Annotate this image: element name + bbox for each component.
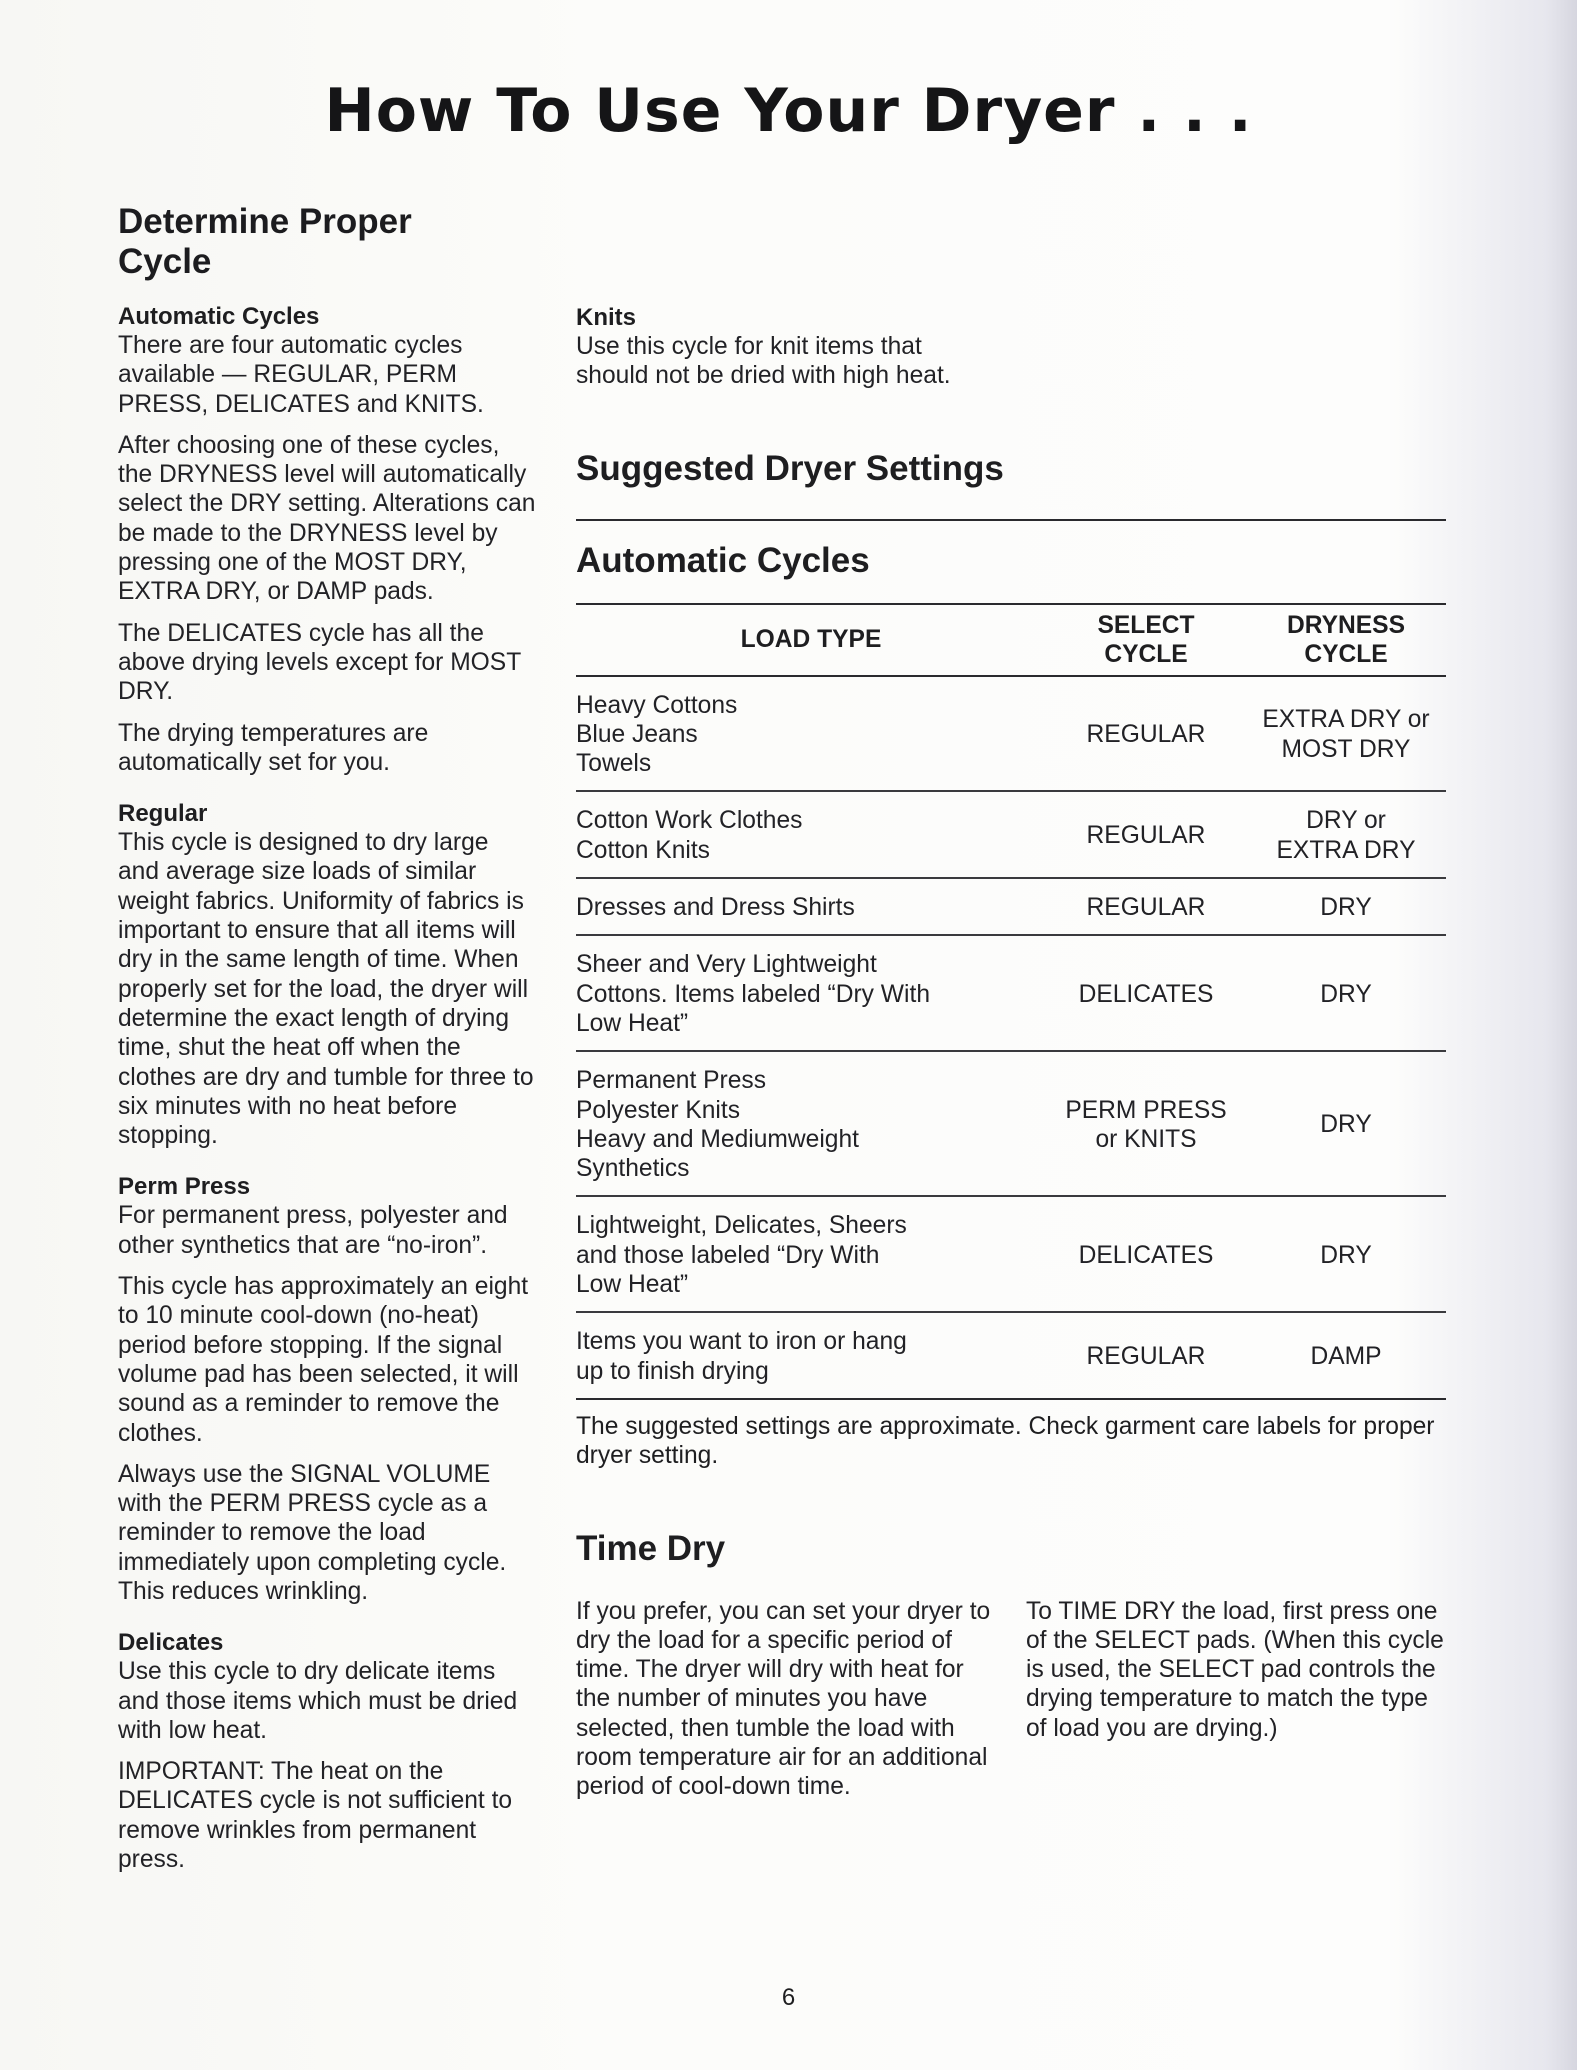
- cell-text: DRY: [1320, 980, 1372, 1008]
- paragraph: There are four automatic cycles available — REGULAR, PERM PRESS, DELICATES and KNITS.: [118, 332, 484, 418]
- paragraph: Use this cycle to dry delicate items and those items which must be dried with low heat.: [118, 1658, 518, 1744]
- cell-text: Synthetics: [576, 1155, 690, 1183]
- table-header-row: [576, 604, 1446, 676]
- load-type-cell: [576, 676, 1046, 792]
- table-row: [576, 1051, 1446, 1196]
- select-cycle-cell: [1046, 1312, 1246, 1399]
- dryness-cell: [1246, 676, 1446, 792]
- heading-line: Determine Proper: [118, 202, 412, 241]
- cell-text: Cotton Knits: [576, 836, 710, 864]
- determine-cycle-heading: [118, 202, 536, 282]
- select-cycle-cell: [1046, 676, 1246, 792]
- page-title: How To Use Your Dryer . . .: [324, 76, 1253, 146]
- dryness-cell: [1246, 1196, 1446, 1312]
- cell-text: Low Heat”: [576, 1009, 689, 1037]
- divider: [576, 519, 1446, 521]
- cell-text: Cotton Work Clothes: [576, 807, 803, 835]
- cell-text: MOST DRY: [1281, 735, 1411, 763]
- cell-text: Low Heat”: [576, 1271, 689, 1299]
- knits-section: [576, 303, 996, 391]
- delicates-subheading: Delicates: [118, 1629, 224, 1657]
- cell-text: Permanent Press: [576, 1067, 767, 1095]
- regular-subheading: Regular: [118, 800, 208, 828]
- select-cycle-cell: [1046, 1196, 1246, 1312]
- paragraph: The DELICATES cycle has all the above drying levels except for MOST DRY.: [118, 619, 521, 706]
- dryness-cell: [1246, 791, 1446, 878]
- perm-press-subheading: Perm Press: [118, 1173, 251, 1201]
- header-label: SELECT: [1097, 611, 1195, 639]
- select-cycle-cell: [1046, 791, 1246, 878]
- table-row: [576, 1312, 1446, 1399]
- settings-note: The suggested settings are approximate. Check garment care labels for proper dryer setting.: [576, 1412, 1435, 1470]
- cell-text: Heavy and Mediumweight: [576, 1125, 859, 1153]
- cell-text: Cottons. Items labeled “Dry With: [576, 980, 930, 1008]
- page-number: 6: [781, 1984, 796, 2011]
- table-row: [576, 1196, 1446, 1312]
- cell-text: Lightweight, Delicates, Sheers: [576, 1212, 907, 1240]
- heading-line: Cycle: [118, 242, 212, 281]
- table-row: [576, 935, 1446, 1051]
- cell-text: and those labeled “Dry With: [576, 1241, 880, 1269]
- left-column: [118, 202, 536, 1886]
- header-label: CYCLE: [1304, 640, 1388, 668]
- column-header-load-type: [576, 604, 1046, 676]
- paragraph: After choosing one of these cycles, the DRYNESS level will automatically select the DRY setting. Alterations can be made to the DRYNESS level by pressing one of the MOST DRY, EXTRA DRY, or DAMP pads.: [118, 431, 536, 606]
- cell-text: DAMP: [1310, 1342, 1382, 1370]
- cell-text: Sheer and Very Lightweight: [576, 951, 877, 979]
- cell-text: REGULAR: [1086, 720, 1206, 748]
- table-row: [576, 791, 1446, 878]
- cell-text: or KNITS: [1095, 1125, 1197, 1153]
- automatic-cycles-subheading: Automatic Cycles: [118, 303, 320, 330]
- dryness-cell: [1246, 1051, 1446, 1196]
- automatic-cycles-heading: Automatic Cycles: [576, 540, 870, 580]
- cell-text: REGULAR: [1086, 894, 1206, 922]
- cell-text: EXTRA DRY or: [1262, 706, 1430, 734]
- paragraph: This cycle has approximately an eight to 10 minute cool-down (no-heat) period before stopping. If the signal volume pad has been selected, it will sound as a reminder to remove the clothes.: [118, 1273, 529, 1447]
- cell-text: EXTRA DRY: [1276, 836, 1416, 864]
- cell-text: DELICATES: [1078, 1241, 1214, 1269]
- column-header-dryness-cycle: [1246, 604, 1446, 676]
- cell-text: DRY: [1320, 894, 1372, 922]
- cell-text: Towels: [576, 750, 652, 778]
- paragraph: Use this cycle for knit items that should not be dried with high heat.: [576, 333, 951, 390]
- cell-text: DRY or: [1306, 807, 1386, 835]
- cell-text: DELICATES: [1078, 980, 1214, 1008]
- suggested-settings-heading: Suggested Dryer Settings: [576, 448, 1004, 488]
- cell-text: DRY: [1320, 1111, 1372, 1139]
- paragraph: This cycle is designed to dry large and average size loads of similar weight fabrics. Uniformity of fabrics is important to ensure that all items will dry in the same length of time. When properly set for the load, the dryer will determine the exact length of drying time, shut the heat off when the clothes are dry and tumble for three to six minutes with no heat before stopping.: [118, 829, 534, 1150]
- time-dry-heading: Time Dry: [576, 1528, 726, 1568]
- cell-text: up to finish drying: [576, 1357, 769, 1385]
- paragraph: The drying temperatures are automatically set for you.: [118, 719, 429, 776]
- header-label: DRYNESS: [1287, 611, 1405, 639]
- right-column: [576, 303, 1446, 1814]
- load-type-cell: [576, 1312, 1046, 1399]
- load-type-cell: [576, 791, 1046, 878]
- select-cycle-cell: [1046, 935, 1246, 1051]
- table-row: [576, 878, 1446, 935]
- column-header-select-cycle: [1046, 604, 1246, 676]
- paragraph: If you prefer, you can set your dryer to dry the load for a specific period of time. The dryer will dry with heat for the number of minutes you have selected, then tumble the load with room temperature air for an additional period of cool-down time.: [576, 1597, 991, 1801]
- settings-table: [576, 603, 1446, 1400]
- cell-text: Dresses and Dress Shirts: [576, 894, 855, 922]
- paragraph: Always use the SIGNAL VOLUME with the PERM PRESS cycle as a reminder to remove the load immediately upon completing cycle. This reduces wrinkling.: [118, 1460, 507, 1605]
- cell-text: DRY: [1320, 1241, 1372, 1269]
- cell-text: Heavy Cottons: [576, 691, 738, 719]
- select-cycle-cell: [1046, 1051, 1246, 1196]
- cell-text: Items you want to iron or hang: [576, 1328, 907, 1356]
- paragraph: To TIME DRY the load, first press one of the SELECT pads. (When this cycle is used, the SELECT pad controls the drying temperature to match the type of load you are drying.): [1026, 1597, 1444, 1742]
- cell-text: PERM PRESS: [1065, 1096, 1227, 1124]
- cell-text: REGULAR: [1086, 822, 1206, 850]
- select-cycle-cell: [1046, 878, 1246, 935]
- paragraph: For permanent press, polyester and other synthetics that are “no-iron”.: [118, 1202, 508, 1259]
- load-type-cell: [576, 878, 1046, 935]
- dryness-cell: [1246, 935, 1446, 1051]
- header-label: LOAD TYPE: [740, 626, 882, 654]
- header-label: CYCLE: [1104, 640, 1188, 668]
- dryness-cell: [1246, 878, 1446, 935]
- cell-text: REGULAR: [1086, 1342, 1206, 1370]
- cell-text: Polyester Knits: [576, 1096, 741, 1124]
- load-type-cell: [576, 1196, 1046, 1312]
- time-dry-columns: [576, 1597, 1446, 1814]
- table-body: [576, 676, 1446, 1399]
- dryness-cell: [1246, 1312, 1446, 1399]
- knits-subheading: Knits: [576, 304, 636, 331]
- load-type-cell: [576, 935, 1046, 1051]
- load-type-cell: [576, 1051, 1046, 1196]
- paragraph: IMPORTANT: The heat on the DELICATES cycle is not sufficient to remove wrinkles from permanent press.: [118, 1758, 513, 1874]
- cell-text: Blue Jeans: [576, 720, 698, 748]
- table-row: [576, 676, 1446, 792]
